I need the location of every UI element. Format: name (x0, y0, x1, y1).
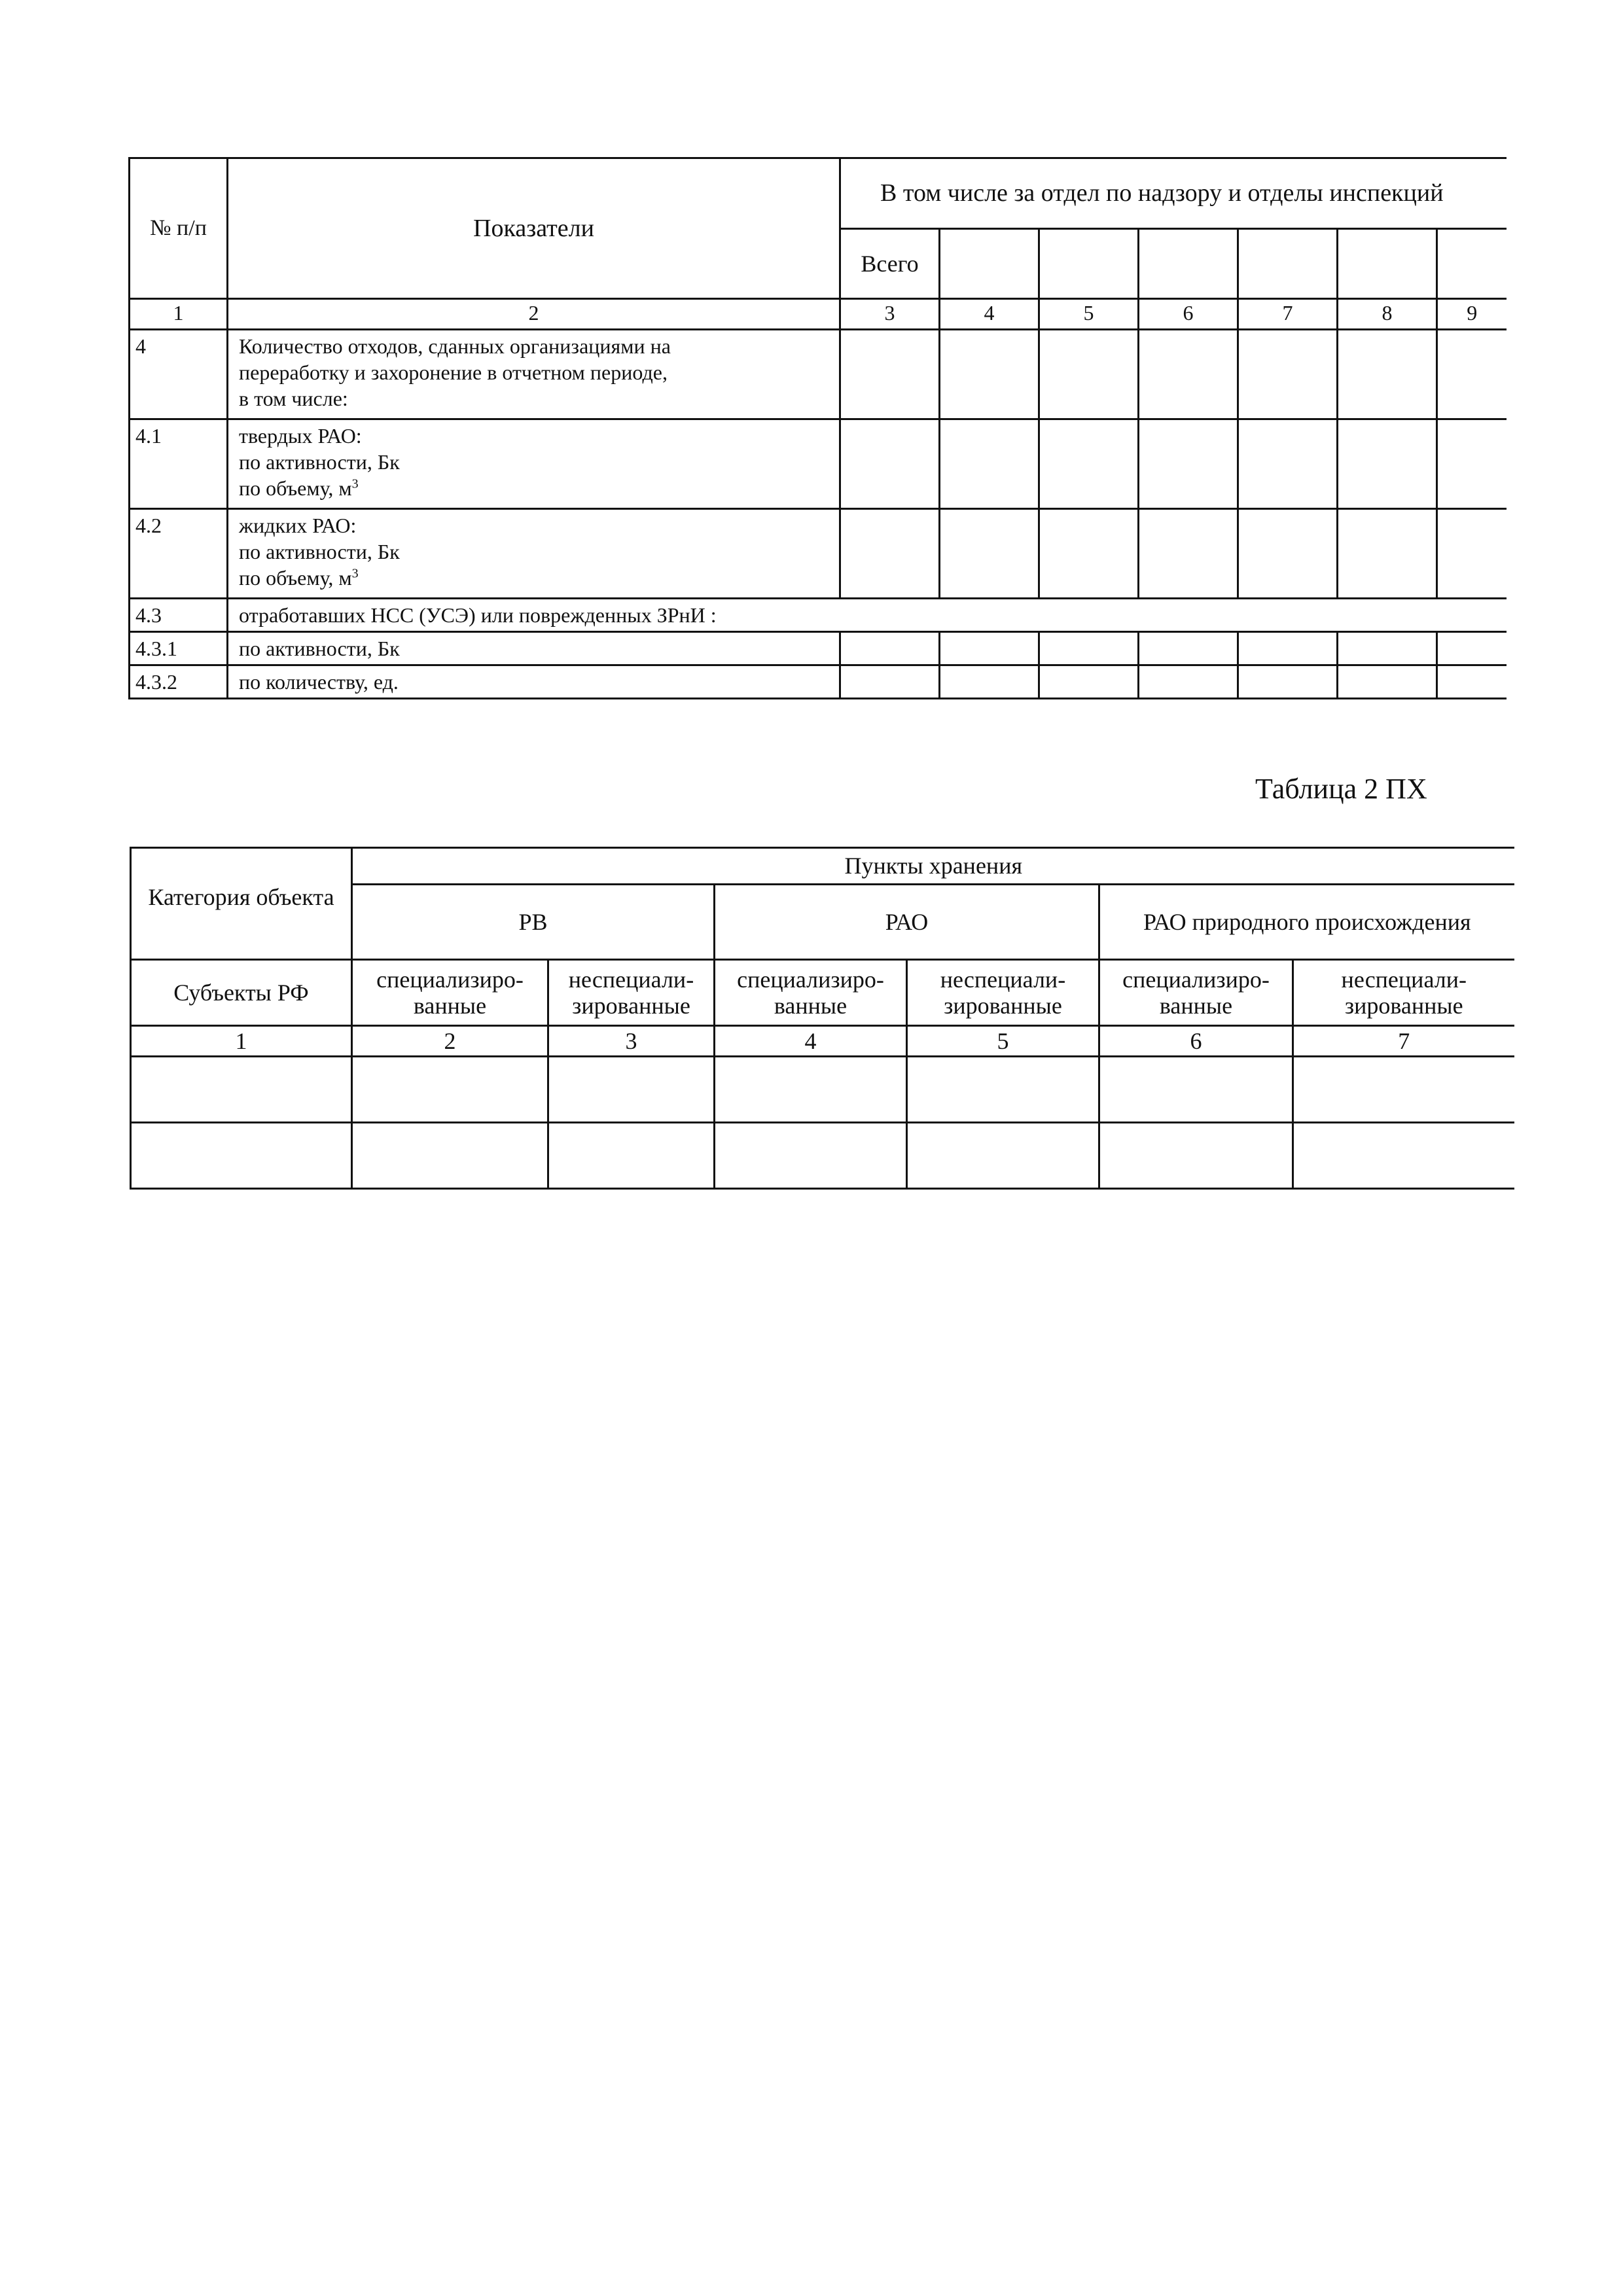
group-rao-header: РАО (715, 884, 1099, 959)
col-number: 8 (1338, 299, 1437, 330)
row-label-line: жидких РАО: (239, 514, 357, 537)
group-rao-natural-header: РАО природного происхождения (1099, 884, 1514, 959)
column-numbers-row (130, 299, 1507, 330)
table-row (130, 419, 1507, 509)
row-label-text: по объему, м (239, 476, 352, 500)
header-cell (1139, 228, 1238, 299)
value-cell[interactable] (1338, 632, 1437, 665)
col-number: 9 (1437, 299, 1507, 330)
row-label-line (239, 475, 829, 501)
value-cell[interactable] (1338, 509, 1437, 599)
table-row (130, 330, 1507, 419)
header-group-title: В том числе за отдел по надзору и отделы инспекций (840, 158, 1507, 229)
value-cell[interactable] (1238, 632, 1338, 665)
table-row (130, 632, 1507, 665)
header-indicators: Показатели (228, 158, 840, 299)
value-cell[interactable] (1293, 1123, 1514, 1189)
nonspecialized-header: неспециали- зированные (548, 960, 715, 1026)
value-cell[interactable] (548, 1057, 715, 1123)
row-label-line: по активности, Бк (239, 540, 400, 563)
col-number: 5 (907, 1026, 1099, 1057)
row-label-text: по объему, м (239, 566, 352, 590)
value-cell[interactable] (1039, 509, 1139, 599)
value-cell[interactable] (715, 1057, 907, 1123)
row-number: 4.3 (130, 599, 228, 632)
table-row (131, 1123, 1514, 1189)
value-cell[interactable] (940, 330, 1039, 419)
specialized-header: специализиро- ванные (715, 960, 907, 1026)
value-cell[interactable] (1437, 330, 1507, 419)
value-cell[interactable] (840, 665, 940, 699)
value-cell[interactable] (907, 1123, 1099, 1189)
value-cell[interactable] (131, 1123, 352, 1189)
value-cell[interactable] (940, 632, 1039, 665)
col-number: 3 (548, 1026, 715, 1057)
value-cell[interactable] (1039, 330, 1139, 419)
value-cell[interactable] (1437, 632, 1507, 665)
value-cell[interactable] (940, 665, 1039, 699)
row-label-line: Количество отходов, сданных организациями на (239, 334, 671, 358)
cube-superscript: 3 (351, 566, 359, 581)
col-number: 7 (1293, 1026, 1514, 1057)
table-row (130, 599, 1507, 632)
indicators-table (128, 157, 1507, 699)
value-cell[interactable] (1039, 632, 1139, 665)
value-cell[interactable] (1293, 1057, 1514, 1123)
cube-superscript: 3 (351, 476, 359, 491)
column-numbers-row (131, 1026, 1514, 1057)
table-row (130, 509, 1507, 599)
value-cell[interactable] (1139, 632, 1238, 665)
nonspecialized-header: неспециали- зированные (1293, 960, 1514, 1026)
subjects-header: Субъекты РФ (131, 960, 352, 1026)
table-row (131, 1057, 1514, 1123)
row-label (228, 599, 1507, 632)
value-cell[interactable] (840, 632, 940, 665)
row-label-line: по активности, Бк (239, 637, 400, 660)
value-cell[interactable] (907, 1057, 1099, 1123)
row-label-line: по количеству, ед. (239, 670, 399, 694)
col-number: 7 (1238, 299, 1338, 330)
value-cell[interactable] (548, 1123, 715, 1189)
value-cell[interactable] (1238, 419, 1338, 509)
value-cell[interactable] (940, 419, 1039, 509)
value-cell[interactable] (1338, 419, 1437, 509)
col-number: 6 (1139, 299, 1238, 330)
col-number: 3 (840, 299, 940, 330)
storage-points-table (130, 847, 1514, 1190)
row-label (228, 419, 840, 509)
header-cell (940, 228, 1039, 299)
value-cell[interactable] (1338, 665, 1437, 699)
value-cell[interactable] (1437, 665, 1507, 699)
col-number: 5 (1039, 299, 1139, 330)
value-cell[interactable] (1437, 419, 1507, 509)
col-number: 4 (715, 1026, 907, 1057)
header-cell (1437, 228, 1507, 299)
col-number: 2 (352, 1026, 548, 1057)
header-num: № п/п (130, 158, 228, 299)
value-cell[interactable] (1039, 665, 1139, 699)
row-label (228, 330, 840, 419)
value-cell[interactable] (352, 1123, 548, 1189)
row-number: 4 (130, 330, 228, 419)
value-cell[interactable] (1099, 1057, 1293, 1123)
value-cell[interactable] (715, 1123, 907, 1189)
group-rv-header: РВ (352, 884, 715, 959)
value-cell[interactable] (1139, 509, 1238, 599)
header-cell (1039, 228, 1139, 299)
value-cell[interactable] (1099, 1123, 1293, 1189)
row-label-line (239, 565, 829, 591)
row-label-line: по активности, Бк (239, 450, 400, 474)
value-cell[interactable] (1139, 419, 1238, 509)
row-label-line: твердых РАО: (239, 424, 362, 448)
value-cell[interactable] (1238, 330, 1338, 419)
row-number: 4.1 (130, 419, 228, 509)
specialized-header: специализиро- ванные (352, 960, 548, 1026)
value-cell[interactable] (840, 509, 940, 599)
category-header: Категория объекта (131, 848, 352, 960)
row-number: 4.3.2 (130, 665, 228, 699)
row-label (228, 665, 840, 699)
col-number: 4 (940, 299, 1039, 330)
storage-points-header: Пункты хранения (352, 848, 1514, 885)
header-total: Всего (840, 228, 940, 299)
row-label-line: в том числе: (239, 387, 348, 410)
value-cell[interactable] (1338, 330, 1437, 419)
value-cell[interactable] (1139, 665, 1238, 699)
value-cell[interactable] (1139, 330, 1238, 419)
value-cell[interactable] (840, 419, 940, 509)
row-label (228, 509, 840, 599)
header-cell (1338, 228, 1437, 299)
row-label (228, 632, 840, 665)
value-cell[interactable] (352, 1057, 548, 1123)
col-number: 6 (1099, 1026, 1293, 1057)
value-cell[interactable] (940, 509, 1039, 599)
row-number: 4.3.1 (130, 632, 228, 665)
col-number: 1 (130, 299, 228, 330)
row-number: 4.2 (130, 509, 228, 599)
value-cell[interactable] (1238, 509, 1338, 599)
value-cell[interactable] (131, 1057, 352, 1123)
row-label-line: отработавших НСС (УСЭ) или поврежденных ЗРнИ : (239, 603, 717, 627)
col-number: 2 (228, 299, 840, 330)
col-number: 1 (131, 1026, 352, 1057)
value-cell[interactable] (1238, 665, 1338, 699)
table-row (130, 665, 1507, 699)
table2-caption: Таблица 2 ПХ (1255, 773, 1427, 805)
value-cell[interactable] (1039, 419, 1139, 509)
specialized-header: специализиро- ванные (1099, 960, 1293, 1026)
nonspecialized-header: неспециали- зированные (907, 960, 1099, 1026)
row-label-line: переработку и захоронение в отчетном периоде, (239, 361, 668, 384)
value-cell[interactable] (1437, 509, 1507, 599)
value-cell[interactable] (840, 330, 940, 419)
header-cell (1238, 228, 1338, 299)
